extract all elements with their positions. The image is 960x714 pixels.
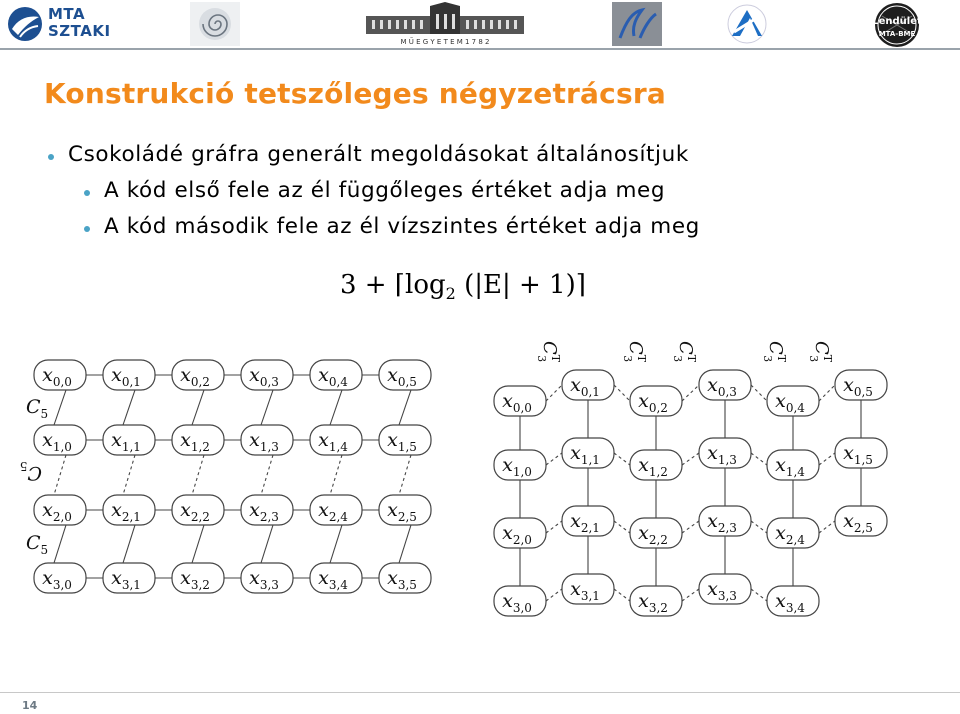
node-label: $x_{0,3}$ <box>249 364 279 389</box>
right-grid-node <box>562 574 614 604</box>
grid-edge <box>330 455 342 495</box>
right-grid-node <box>562 438 614 468</box>
grid-edge <box>192 390 204 425</box>
node-label: $x_{2,1}$ <box>570 510 600 535</box>
left-grid-node <box>241 495 293 525</box>
node-label: $x_{3,2}$ <box>180 567 210 592</box>
left-grid-node <box>103 495 155 525</box>
node-label: $x_{0,2}$ <box>638 390 668 415</box>
left-grid-node <box>103 425 155 455</box>
grid-edge <box>123 455 135 495</box>
node-label: $x_{3,4}$ <box>318 567 348 592</box>
formula <box>340 270 586 303</box>
node-label: $x_{1,2}$ <box>180 429 210 454</box>
blue-swirl-logo-icon <box>612 2 662 46</box>
bullet-dot <box>84 190 90 196</box>
grid-edge <box>614 589 630 601</box>
node-label: $x_{0,2}$ <box>180 364 210 389</box>
node-label: $x_{2,3}$ <box>707 510 737 535</box>
node-label: $x_{3,0}$ <box>502 590 532 615</box>
node-label: $x_{0,4}$ <box>775 390 805 415</box>
spiral-logo-icon <box>190 2 240 46</box>
left-grid-node <box>34 360 86 390</box>
page-number: 14 <box>22 699 38 712</box>
left-grid-node <box>34 425 86 455</box>
grid-edge <box>751 589 767 601</box>
grid-edge <box>54 390 66 425</box>
left-grid-node <box>379 495 431 525</box>
grid-edge <box>546 521 562 533</box>
node-label: $x_{2,4}$ <box>775 522 805 547</box>
bme-building-logo[interactable] <box>360 2 530 46</box>
node-label: $x_{2,2}$ <box>180 499 210 524</box>
formula-suffix: (|E| + 1)⌉ <box>455 270 586 300</box>
lendulet-logo[interactable] <box>868 2 926 46</box>
left-grid-node <box>310 563 362 593</box>
grid-edge <box>123 525 135 563</box>
grid-edge <box>614 453 630 465</box>
grid-edge <box>399 455 411 495</box>
right-grid-node <box>767 518 819 548</box>
logo-text-line1: MTA <box>48 5 86 23</box>
node-label: $x_{1,3}$ <box>249 429 279 454</box>
grid-edge <box>54 525 66 563</box>
right-grid-node <box>494 586 546 616</box>
node-label: $x_{2,3}$ <box>249 499 279 524</box>
node-label: $x_{2,2}$ <box>638 522 668 547</box>
grid-edge <box>261 525 273 563</box>
lendulet-logo-icon <box>868 2 926 48</box>
right-grid-node <box>835 506 887 536</box>
node-label: $x_{1,3}$ <box>707 442 737 467</box>
left-grid-node <box>310 495 362 525</box>
node-label: $x_{0,1}$ <box>111 364 141 389</box>
grid-edge <box>682 521 699 533</box>
grid-edge <box>819 453 835 465</box>
grid-edge <box>546 385 562 401</box>
right-grid-node <box>699 574 751 604</box>
blue-swirl-logo[interactable] <box>612 2 662 46</box>
node-label: $x_{3,2}$ <box>638 590 668 615</box>
node-label: $x_{1,4}$ <box>775 454 805 479</box>
left-grid-node <box>103 563 155 593</box>
node-label: $x_{0,5}$ <box>843 374 873 399</box>
right-grid-node <box>699 438 751 468</box>
right-grid-node <box>699 370 751 400</box>
logo-text-line2: SZTAKI <box>48 22 111 40</box>
left-grid-node <box>172 360 224 390</box>
node-label: $x_{1,0}$ <box>42 429 72 454</box>
right-grid-node <box>562 506 614 536</box>
lendulet-text-line1: Lendület <box>872 16 922 27</box>
node-label: $x_{2,4}$ <box>318 499 348 524</box>
header-divider <box>0 48 960 50</box>
left-grid-node <box>241 563 293 593</box>
footer-divider <box>0 692 960 693</box>
grid-edge <box>546 453 562 465</box>
right-grid-node <box>494 386 546 416</box>
right-grid-node <box>630 386 682 416</box>
node-label: $x_{1,5}$ <box>843 442 873 467</box>
node-label: $x_{2,1}$ <box>111 499 141 524</box>
grid-edge <box>330 525 342 563</box>
node-label: $x_{2,0}$ <box>42 499 72 524</box>
node-label: $x_{0,0}$ <box>42 364 72 389</box>
grid-edge <box>751 385 767 401</box>
c5-label: $C_5$ <box>20 459 42 484</box>
right-grid-node <box>630 518 682 548</box>
right-grid-node <box>630 586 682 616</box>
left-grid-node <box>310 360 362 390</box>
left-grid-node <box>241 425 293 455</box>
triangle-logo[interactable] <box>722 2 772 46</box>
node-label: $x_{3,3}$ <box>249 567 279 592</box>
left-grid-node <box>34 563 86 593</box>
node-label: $x_{1,1}$ <box>111 429 141 454</box>
node-label: $x_{1,4}$ <box>318 429 348 454</box>
node-label: $x_{0,1}$ <box>570 374 600 399</box>
node-label: $x_{0,5}$ <box>387 364 417 389</box>
bullet-level1 <box>68 142 689 167</box>
grid-edge <box>399 390 411 425</box>
formula-subscript: 2 <box>445 284 456 304</box>
left-grid-node <box>379 425 431 455</box>
grid-edge <box>682 385 699 401</box>
node-label: $x_{3,4}$ <box>775 590 805 615</box>
right-grid-node <box>767 586 819 616</box>
c3t-label: $C^T3$ <box>761 341 788 363</box>
node-label: $x_{3,0}$ <box>42 567 72 592</box>
lendulet-text-line2: MTA-BME <box>878 30 916 38</box>
c5-label: $C_5$ <box>26 396 49 421</box>
right-grid-figure <box>480 335 900 625</box>
bullet-text-1: Csokoládé gráfra generált megoldásokat általánosítjuk <box>68 142 689 167</box>
header-bar <box>0 0 960 50</box>
node-label: $x_{0,0}$ <box>502 390 532 415</box>
grid-edge <box>614 385 630 401</box>
left-grid-node <box>172 425 224 455</box>
node-label: $x_{0,3}$ <box>707 374 737 399</box>
mta-sztaki-logo[interactable] <box>6 4 136 44</box>
right-grid-node <box>494 518 546 548</box>
node-label: $x_{2,5}$ <box>387 499 417 524</box>
grid-edge <box>192 455 204 495</box>
node-label: $x_{3,3}$ <box>707 578 737 603</box>
c3t-label: $C^T3$ <box>671 341 698 363</box>
left-grid-node <box>310 425 362 455</box>
grid-edge <box>399 525 411 563</box>
bullet-dot <box>84 226 90 232</box>
left-grid-node <box>241 360 293 390</box>
node-label: $x_{3,1}$ <box>570 578 600 603</box>
c5-label: $C_5$ <box>26 532 49 557</box>
grid-edge <box>330 390 342 425</box>
node-label: $x_{0,4}$ <box>318 364 348 389</box>
grid-edge <box>546 589 562 601</box>
left-grid-node <box>34 495 86 525</box>
c3t-label: $C^T3$ <box>621 341 648 363</box>
left-grid-node <box>172 495 224 525</box>
node-label: $x_{1,2}$ <box>638 454 668 479</box>
grid-edge <box>682 453 699 465</box>
slide-title: Konstrukció tetszőleges négyzetrácsra <box>44 77 666 110</box>
grid-edge <box>819 385 835 401</box>
grid-edge <box>751 521 767 533</box>
right-grid-node <box>562 370 614 400</box>
grid-edge <box>261 390 273 425</box>
spiral-logo[interactable] <box>190 2 240 46</box>
triangle-logo-icon <box>722 2 772 46</box>
grid-edge <box>751 453 767 465</box>
grid-edge <box>819 521 835 533</box>
right-grid-node <box>630 450 682 480</box>
node-label: $x_{2,0}$ <box>502 522 532 547</box>
grid-edge <box>54 455 66 495</box>
left-grid-figure <box>20 350 450 595</box>
mta-sztaki-logo-icon <box>6 5 44 43</box>
node-label: $x_{1,0}$ <box>502 454 532 479</box>
bullet-level2 <box>104 178 665 203</box>
node-label: $x_{1,5}$ <box>387 429 417 454</box>
right-grid-node <box>699 506 751 536</box>
right-grid-node <box>767 386 819 416</box>
bme-building-logo-icon <box>360 2 530 46</box>
grid-edge <box>614 521 630 533</box>
node-label: $x_{3,1}$ <box>111 567 141 592</box>
bullet-dot <box>48 154 54 160</box>
bullet-level2 <box>104 214 700 239</box>
left-grid-node <box>103 360 155 390</box>
grid-edge <box>192 525 204 563</box>
left-grid-node <box>172 563 224 593</box>
node-label: $x_{3,5}$ <box>387 567 417 592</box>
c3t-label: $C^T3$ <box>807 341 834 363</box>
right-grid-node <box>835 370 887 400</box>
left-grid-node <box>379 563 431 593</box>
grid-edge <box>123 390 135 425</box>
university-caption: M Ű E G Y E T E M 1 7 8 2 <box>400 38 490 46</box>
right-grid-node <box>767 450 819 480</box>
grid-edge <box>261 455 273 495</box>
c3t-label: $C^T3$ <box>535 341 562 363</box>
bullet-text-2: A kód első fele az él függőleges értéket adja meg <box>104 178 666 203</box>
node-label: $x_{2,5}$ <box>843 510 873 535</box>
grid-edge <box>682 589 699 601</box>
right-grid-node <box>835 438 887 468</box>
left-grid-node <box>379 360 431 390</box>
node-label: $x_{1,1}$ <box>570 442 600 467</box>
right-grid-node <box>494 450 546 480</box>
formula-prefix: 3 + ⌈log <box>340 270 446 300</box>
bullet-text-3: A kód második fele az él vízszintes értéket adja meg <box>104 214 700 239</box>
